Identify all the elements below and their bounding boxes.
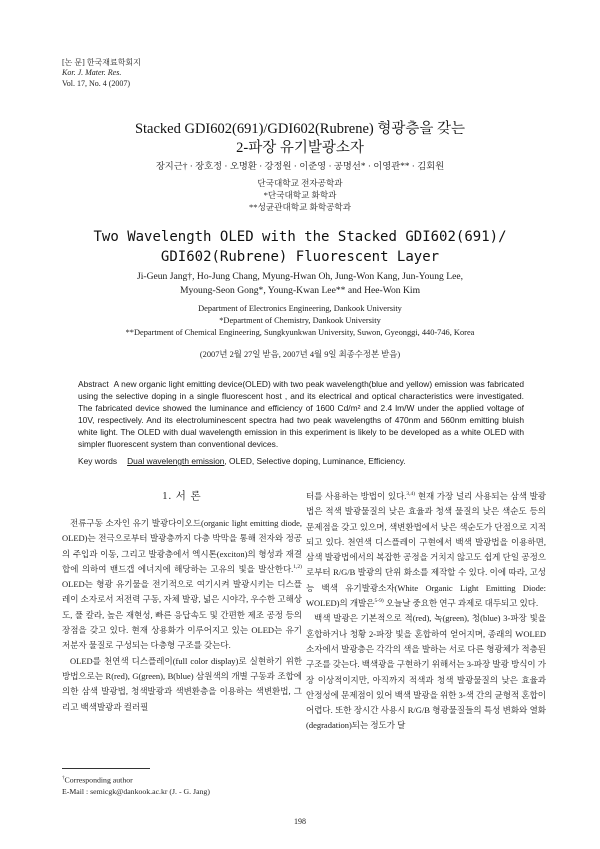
body-paragraph: 백색 발광은 기본적으로 적(red), 녹(green), 청(blue) 3-파장 빛을 혼합하거나 청황 2-파장 빛을 혼합하여 얻어지며, 종래의 WOLED 소자에서 발광층은 각각의 색을 발하는 서로 다른 형광체가 적층된 구조를 갖는다. 백색광을 구현하기 위해서는 3-파장 발광 방식이 가장 이상적이지만, 아직까지 적색과 청색 발광물질의 낮은 효율과 안정성에 문제점이 있어 백색 발광을 위한 3-색 간의 균형적 혼합이 어렵다. 또한 장시간 사용시 R/G/B 형광물질들의 특성 변화와 열화(degradation)되는 정도가 달 bbox=[306, 613, 546, 731]
authors-english-line1: Ji-Geun Jang†, Ho-Jung Chang, Myung-Hwan Oh, Jung-Won Kang, Jun-Young Lee, bbox=[136, 271, 463, 282]
section-heading: 1. 서 론 bbox=[162, 491, 202, 502]
journal-name: Kor. J. Mater. Res. bbox=[62, 68, 122, 78]
received-dates: (2007년 2월 27일 받음, 2007년 4월 9일 최종수정본 받음) bbox=[199, 350, 401, 359]
footnote-text: Corresponding author bbox=[64, 775, 133, 785]
journal-type: [논 문] 한국재료학회지 bbox=[62, 58, 141, 67]
body-text: 현재 가장 널리 사용되는 삼색 발광법은 적색 발광물질의 낮은 효율과 청색 물질의 낮은 색순도 등의 문제점을 갖고 있으며, 색변환법에서 낮은 색순도가 단점으로 지적되고 있다. 천연색 디스플레이 구현에서 백색 발광법을 이용하면, 삼색 발광법에서의 복잡한 공정을 거치지 않고도 쉽게 단일 공정으로부터 R/G/B 발광의 단위 화소를 제작할 수 있다. 이에 따라, 고성능 백색 유기발광소자(White Organic Light Emitting Diode: WOLED)의 개발은 bbox=[306, 491, 546, 609]
authors-korean: 장지근† · 장호정 · 오명환 · 강정원 · 이준영 · 공명선* · 이영관** · 김회원 bbox=[155, 162, 445, 172]
title-english bbox=[0, 227, 600, 267]
affiliation-korean: **성균관대학교 화학공학과 bbox=[248, 202, 352, 212]
body-column-left bbox=[62, 483, 302, 715]
title-korean-line1: Stacked GDI602(691)/GDI602(Rubrene) 형광층을 갖는 bbox=[134, 121, 466, 137]
footnote bbox=[62, 773, 210, 797]
title-english-line1: Two Wavelength OLED with the Stacked GDI602(691)/ bbox=[93, 229, 507, 245]
body-paragraph bbox=[62, 516, 302, 654]
body-paragraph: OLED를 천연색 디스플레이(full color display)로 실현하기 위한 방법으로는 R(red), G(green), B(blue) 삼원색의 개별 구동과 조합에 의한 삼색 발광법, 청색발광과 색변환층을 이용하는 색변환법, 그리고 백색발광과 컬러필 bbox=[62, 655, 302, 712]
affiliations-korean bbox=[0, 177, 600, 213]
affiliation-english: *Department of Chemistry, Dankook University bbox=[219, 316, 381, 325]
authors-english-line2: Myoung-Seon Gong*, Young-Kwan Lee** and Hee-Won Kim bbox=[179, 285, 421, 296]
body-text: 오늘날 중요한 연구 과제로 대두되고 있다. bbox=[383, 598, 539, 609]
title-korean-line2: 2-파장 유기발광소자 bbox=[236, 140, 364, 156]
abstract-label: Abstract bbox=[78, 379, 109, 389]
affiliation-korean: 단국대학교 전자공학과 bbox=[257, 178, 343, 188]
title-english-line2: GDI602(Rubrene) Fluorescent Layer bbox=[160, 249, 440, 265]
citation: 5-9) bbox=[374, 598, 384, 605]
journal-volume: Vol. 17, No. 4 (2007) bbox=[62, 78, 131, 88]
title-korean bbox=[0, 120, 600, 158]
abstract-text: A new organic light emitting device(OLED) with two peak wavelength(blue and yellow) emission was fabricated using the selective doping in a single fluorescent host , and its electrical and optical characteristics were investigated. The fabricated device showed the luminance and efficiency of 1600 Cd/m² and 2.4 lm/W under the applied voltage of 10V, respectively. And its electroluminescent spectra had two peak wavelengths of 470nm and 560nm emitting bluish white light. The OLED with dual wavelength emission in this experiment is likely to be developed as a white OLED with simpler fluorescent system than conventional devices. bbox=[78, 379, 524, 449]
keywords-rest: , OLED, Selective doping, Luminance, Efficiency. bbox=[224, 456, 406, 466]
body-text: OLED는 형광 유기물을 전기적으로 여기시켜 발광시키는 디스플레이 소자로서 저전력 구동, 자체 발광, 넓은 시야각, 우수한 고해상도, 풀 칼라, 높은 재현성, 빠른 응답속도 및 간편한 제조 공정 등의 장점을 갖고 있다. 현재 상용화가 이루어지고 있는 OLED는 유기 저분자 물질로 구성되는 다층형 구조를 갖는다. bbox=[62, 579, 302, 651]
affiliation-korean: *단국대학교 화학과 bbox=[263, 190, 337, 200]
body-text: 전류구동 소자인 유기 발광다이오드(organic light emitting diode, OLED)는 전극으로부터 발광층까지 다층 박막을 통해 전자와 정공의 주입과 이동, 그리고 발광층에서 엑시톤(exciton)의 형성과 재결합에 의하여 밴드갭 에너지에 해당하는 고유의 빛을 발산한다. bbox=[62, 518, 302, 574]
affiliation-english: Department of Electronics Engineering, Dankook University bbox=[198, 304, 402, 313]
journal-header bbox=[62, 58, 141, 89]
footnote-email: E-Mail : semicgk@dankook.ac.kr (J. - G. Jang) bbox=[62, 786, 210, 796]
body-text: 터를 사용하는 방법이 있다. bbox=[306, 491, 407, 501]
affiliations-english bbox=[0, 303, 600, 339]
citation: 1,2) bbox=[293, 564, 302, 571]
footnote-line bbox=[62, 773, 210, 786]
authors-english bbox=[0, 270, 600, 298]
body-column-right bbox=[306, 489, 546, 734]
page-number: 198 bbox=[294, 817, 306, 826]
keyword-underlined: Dual wavelength emission bbox=[127, 456, 225, 466]
abstract bbox=[78, 379, 524, 450]
dagger-mark: † bbox=[62, 776, 65, 781]
affiliation-english: **Department of Chemical Engineering, Sungkyunkwan University, Suwon, Gyeonggi, 440-746, Korea bbox=[125, 328, 475, 337]
keywords bbox=[78, 455, 524, 467]
body-paragraph bbox=[306, 489, 546, 611]
keywords-label: Key words bbox=[78, 456, 118, 466]
citation: 3,4) bbox=[406, 491, 416, 498]
footnote-rule bbox=[62, 768, 150, 769]
